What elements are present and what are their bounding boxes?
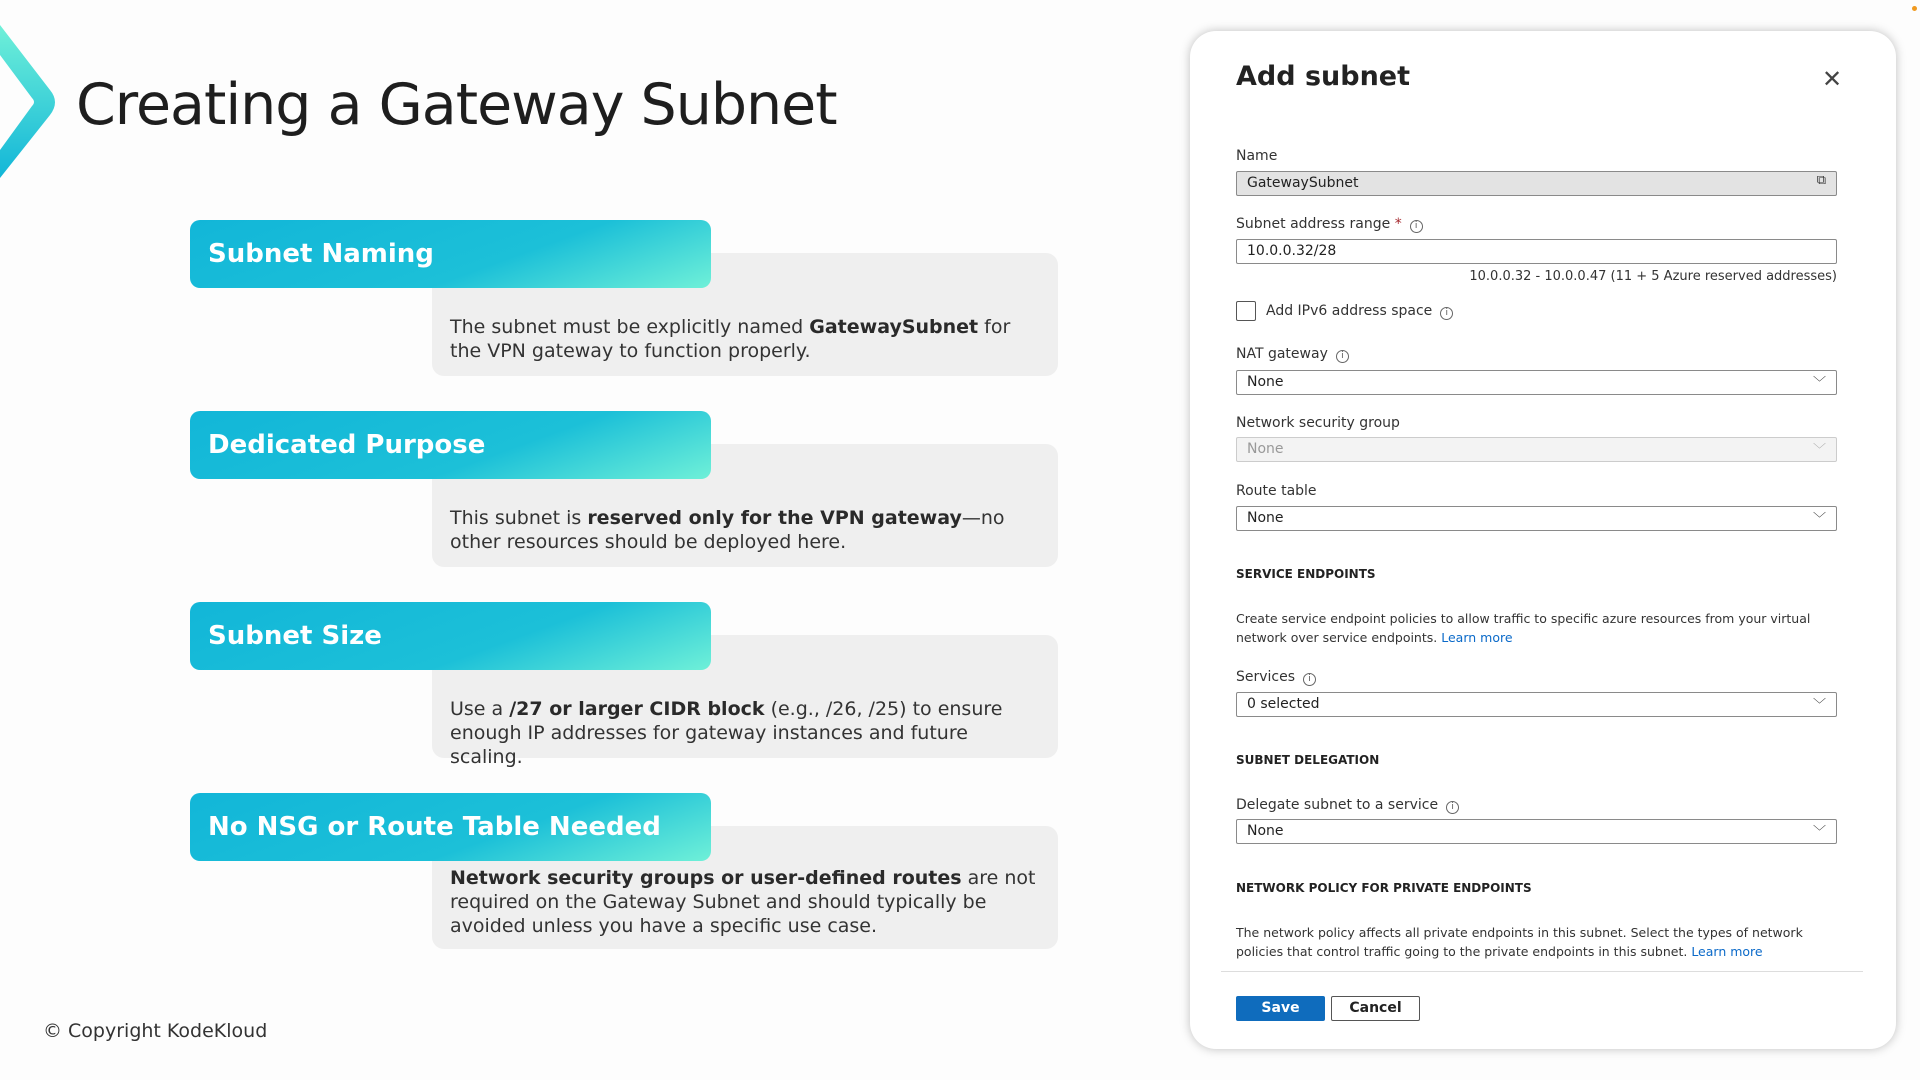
np-desc-text: The network policy affects all private endpoints in this subnet. Select the types of network policies that control traffic going to the private endpoints in this subnet.: [1236, 925, 1803, 959]
services-label: [1236, 669, 1316, 686]
range-label-text: Subnet address range: [1236, 216, 1391, 232]
info-icon[interactable]: i: [1410, 220, 1423, 233]
route-label: Route table: [1236, 483, 1317, 499]
name-label: Name: [1236, 148, 1278, 164]
card-body-bold: Network security groups or user-defined routes: [450, 867, 962, 889]
learn-more-link[interactable]: Learn more: [1441, 630, 1513, 645]
nsg-value: None: [1247, 441, 1284, 457]
nat-value: None: [1247, 374, 1284, 390]
info-icon[interactable]: i: [1440, 307, 1453, 320]
card-body-bold: /27 or larger CIDR block: [509, 698, 765, 720]
card-body-bold: GatewaySubnet: [809, 316, 979, 338]
chevron-down-icon: ﹀: [1812, 698, 1826, 713]
copy-icon[interactable]: ⧉: [1816, 173, 1826, 188]
copyright: © Copyright KodeKloud: [43, 1020, 268, 1042]
cancel-button[interactable]: Cancel: [1331, 996, 1420, 1021]
card-heading: No NSG or Route Table Needed: [190, 793, 711, 861]
range-label: [1236, 216, 1423, 233]
services-value: 0 selected: [1247, 696, 1320, 712]
required-marker: *: [1394, 216, 1402, 232]
slide-title: Creating a Gateway Subnet: [76, 72, 837, 138]
delegate-label: [1236, 797, 1459, 814]
save-button[interactable]: Save: [1236, 996, 1325, 1021]
chevron-down-icon: ﹀: [1812, 376, 1826, 391]
card-heading: Subnet Size: [190, 602, 711, 670]
route-table-select[interactable]: [1236, 506, 1837, 531]
name-field[interactable]: [1236, 171, 1837, 196]
service-endpoints-desc: [1236, 609, 1846, 647]
network-policy-desc: [1236, 923, 1846, 961]
nsg-select: [1236, 437, 1837, 462]
info-icon[interactable]: i: [1336, 350, 1349, 363]
card-body-text: This subnet is: [450, 507, 588, 529]
ipv6-label-text: Add IPv6 address space: [1266, 303, 1433, 319]
subnet-delegation-heading: SUBNET DELEGATION: [1236, 753, 1380, 767]
nsg-label: Network security group: [1236, 415, 1400, 431]
card-body-text: Use a: [450, 698, 510, 720]
info-card: [190, 411, 1058, 611]
logo-chevron-icon: [0, 20, 70, 180]
panel-title: Add subnet: [1236, 61, 1411, 92]
card-body-text: for the VPN gateway to function properly.: [450, 316, 1011, 362]
delegate-label-text: Delegate subnet to a service: [1236, 797, 1439, 813]
service-endpoints-heading: SERVICE ENDPOINTS: [1236, 567, 1376, 581]
indicator-dot: [1912, 6, 1917, 11]
subnet-range-input[interactable]: 10.0.0.32/28: [1236, 239, 1837, 264]
name-value: GatewaySubnet: [1247, 175, 1359, 191]
card-body-text: The subnet must be explicitly named: [450, 316, 810, 338]
nat-label: [1236, 346, 1349, 363]
card-body-bold: reserved only for the VPN gateway: [587, 507, 962, 529]
card-body-text: are not required on the Gateway Subnet and should typically be avoided unless you have a specific use case.: [450, 867, 1036, 937]
ipv6-checkbox[interactable]: [1236, 301, 1256, 321]
card-body-text: —no other resources should be deployed here.: [450, 507, 1005, 553]
services-label-text: Services: [1236, 669, 1296, 685]
info-card: [190, 220, 1058, 420]
info-card: [190, 793, 1058, 993]
se-desc-text: Create service endpoint policies to allow traffic to specific azure resources from your virtual network over service endpoints.: [1236, 611, 1811, 645]
learn-more-link[interactable]: Learn more: [1691, 944, 1763, 959]
chevron-down-icon: ﹀: [1812, 825, 1826, 840]
add-subnet-panel: [1190, 31, 1896, 1049]
network-policy-heading: NETWORK POLICY FOR PRIVATE ENDPOINTS: [1236, 881, 1532, 895]
chevron-down-icon: ﹀: [1812, 512, 1826, 527]
range-help: 10.0.0.32 - 10.0.0.47 (11 + 5 Azure reserved addresses): [1469, 269, 1837, 284]
delegate-value: None: [1247, 823, 1284, 839]
nat-gateway-select[interactable]: [1236, 370, 1837, 395]
chevron-down-icon: ﹀: [1812, 443, 1826, 458]
divider: [1221, 971, 1863, 972]
nat-label-text: NAT gateway: [1236, 346, 1328, 362]
services-select[interactable]: [1236, 692, 1837, 717]
ipv6-label: [1266, 303, 1453, 320]
info-card: [190, 602, 1058, 802]
card-heading: Subnet Naming: [190, 220, 711, 288]
card-heading: Dedicated Purpose: [190, 411, 711, 479]
route-value: None: [1247, 510, 1284, 526]
close-icon[interactable]: ✕: [1822, 65, 1843, 93]
card-body-text: (e.g., /26, /25) to ensure enough IP addresses for gateway instances and future scaling.: [450, 698, 1003, 768]
info-icon[interactable]: i: [1446, 801, 1459, 814]
info-icon[interactable]: i: [1303, 673, 1316, 686]
delegate-select[interactable]: [1236, 819, 1837, 844]
